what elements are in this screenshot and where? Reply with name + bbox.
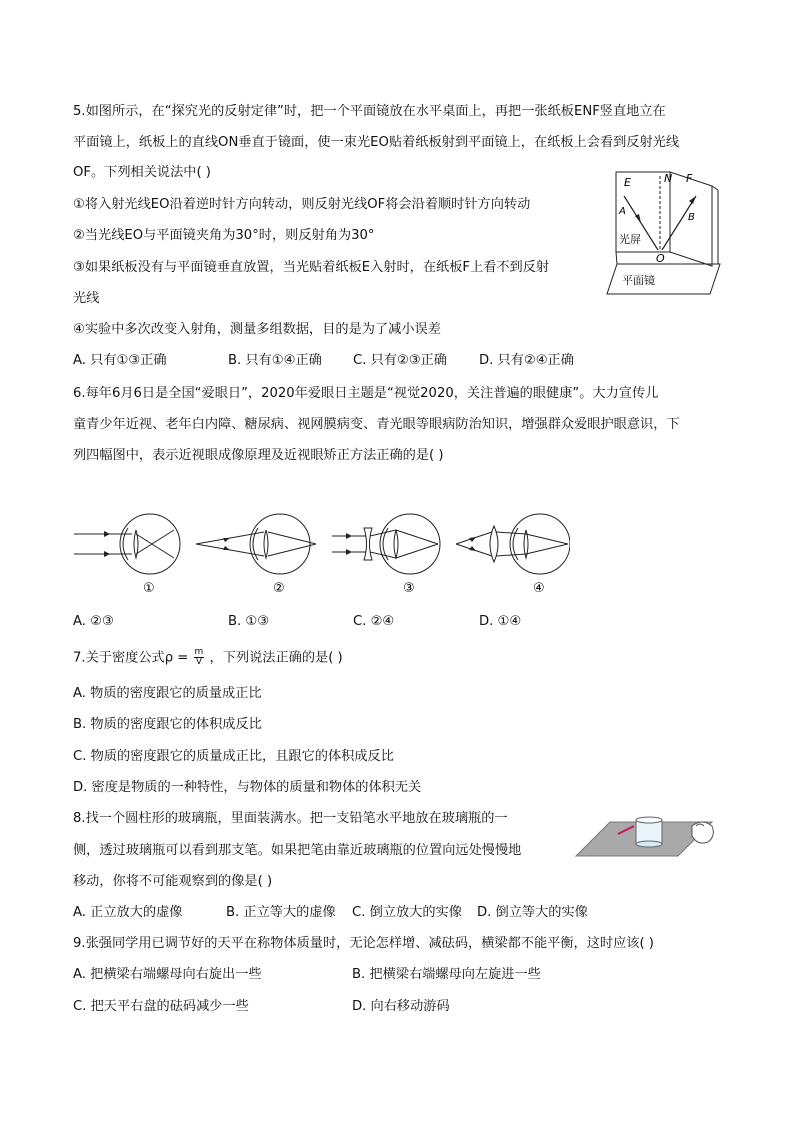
label-b: B bbox=[688, 212, 695, 223]
q8-option-a[interactable]: A. 正立放大的虚像 bbox=[73, 905, 183, 920]
q9-option-d[interactable]: D. 向右移动游码 bbox=[352, 999, 450, 1014]
label-mirror: 平面镜 bbox=[622, 274, 655, 287]
eye-diagrams-figure bbox=[70, 508, 570, 600]
fraction-denominator: V bbox=[195, 657, 202, 667]
eye-diagram-4 bbox=[456, 514, 570, 596]
density-formula-fraction bbox=[194, 648, 205, 667]
eye-diagram-2 bbox=[196, 514, 316, 596]
label-f: F bbox=[686, 172, 693, 185]
q5-statement-1: ①将入射光线EO沿着逆时针方向转动，则反射光线OF将会沿着顺时针方向转动 bbox=[73, 197, 531, 212]
q9-option-c[interactable]: C. 把天平右盘的砝码减少一些 bbox=[73, 999, 249, 1014]
label-a: A bbox=[619, 206, 626, 217]
q5-stem-line-2: 平面镜上，纸板上的直线ON垂直于镜面，使一束光EO贴着纸板射到平面镜上，在纸板上会看到反射光线 bbox=[73, 135, 680, 150]
label-e: E bbox=[624, 176, 631, 189]
label-o: O bbox=[656, 252, 665, 265]
q9-stem: 9.张强同学用已调节好的天平在称物体质量时，无论怎样增、减砝码，横梁都不能平衡，这时应该( ) bbox=[73, 936, 654, 951]
q5-statement-2: ②当光线EO与平面镜夹角为30°时，则反射角为30° bbox=[73, 228, 375, 243]
q5-statement-3: ③如果纸板没有与平面镜垂直放置，当光贴着纸板E入射时，在纸板F上看不到反射 bbox=[73, 260, 550, 275]
q7-option-d[interactable]: D. 密度是物质的一种特性，与物体的质量和物体的体积无关 bbox=[73, 780, 422, 795]
q5-option-b[interactable]: B. 只有①④正确 bbox=[228, 353, 322, 368]
q5-statement-4: ④实验中多次改变入射角，测量多组数据，目的是为了减小误差 bbox=[73, 322, 441, 337]
glass-bottle-pencil-figure bbox=[574, 812, 724, 860]
q5-option-a[interactable]: A. 只有①③正确 bbox=[73, 353, 167, 368]
q7-stem-after: ，下列说法正确的是( ) bbox=[209, 650, 343, 666]
q7-option-b[interactable]: B. 物质的密度跟它的体积成反比 bbox=[73, 717, 262, 732]
q8-stem-line-1: 8.找一个圆柱形的玻璃瓶，里面装满水。把一支铅笔水平地放在玻璃瓶的一 bbox=[73, 811, 508, 826]
label-n: N bbox=[664, 172, 673, 185]
q7-option-a[interactable]: A. 物质的密度跟它的质量成正比 bbox=[73, 686, 262, 701]
q5-stem-line-3: OF。下列相关说法中( ) bbox=[73, 165, 211, 180]
q5-option-c[interactable]: C. 只有②③正确 bbox=[353, 353, 447, 368]
q5-statement-3-cont: 光线 bbox=[73, 291, 100, 306]
eye-diagram-2-label: ② bbox=[273, 581, 285, 596]
fraction-numerator: m bbox=[194, 647, 204, 657]
q7-stem-before: 7.关于密度公式ρ = bbox=[73, 650, 189, 666]
eye-diagram-1 bbox=[74, 514, 180, 596]
eye-diagram-4-label: ④ bbox=[533, 581, 545, 596]
eye-diagram-3 bbox=[332, 514, 440, 596]
q6-stem-line-1: 6.每年6月6日是全国“爱眼日”，2020年爱眼日主题是“视觉2020，关注普遍的眼健康”。大力宣传儿 bbox=[73, 386, 659, 401]
q8-option-b[interactable]: B. 正立等大的虚像 bbox=[226, 905, 336, 920]
q8-option-d[interactable]: D. 倒立等大的实像 bbox=[477, 905, 588, 920]
q7-stem bbox=[73, 648, 343, 669]
q6-option-b[interactable]: B. ①③ bbox=[228, 614, 270, 629]
q5-stem-line-1: 5.如图所示，在“探究光的反射定律”时，把一个平面镜放在水平桌面上，再把一张纸板ENF竖直地立在 bbox=[73, 104, 666, 119]
q7-option-c[interactable]: C. 物质的密度跟它的质量成正比，且跟它的体积成反比 bbox=[73, 749, 394, 764]
label-screen: 光屏 bbox=[619, 233, 641, 246]
q6-stem-line-2: 童青少年近视、老年白内障、糖尿病、视网膜病变、青光眼等眼病防治知识，增强群众爱眼护眼意识，下 bbox=[73, 417, 680, 432]
q6-option-a[interactable]: A. ②③ bbox=[73, 614, 114, 629]
eye-diagram-1-label: ① bbox=[143, 581, 155, 596]
eye-diagram-3-label: ③ bbox=[403, 581, 415, 596]
q6-stem-line-3: 列四幅图中，表示近视眼成像原理及近视眼矫正方法正确的是( ) bbox=[73, 448, 444, 463]
q8-stem-line-2: 侧，透过玻璃瓶可以看到那支笔。如果把笔由靠近玻璃瓶的位置向远处慢慢地 bbox=[73, 843, 522, 858]
q6-option-c[interactable]: C. ②④ bbox=[353, 614, 395, 629]
q9-option-a[interactable]: A. 把横梁右端螺母向右旋出一些 bbox=[73, 967, 262, 982]
q8-stem-line-3: 移动，你将不可能观察到的像是( ) bbox=[73, 874, 273, 889]
q9-option-b[interactable]: B. 把横梁右端螺母向左旋进一些 bbox=[352, 967, 541, 982]
q5-option-d[interactable]: D. 只有②④正确 bbox=[479, 353, 574, 368]
q8-option-c[interactable]: C. 倒立放大的实像 bbox=[352, 905, 462, 920]
reflection-experiment-figure bbox=[602, 168, 724, 300]
q6-option-d[interactable]: D. ①④ bbox=[479, 614, 522, 629]
